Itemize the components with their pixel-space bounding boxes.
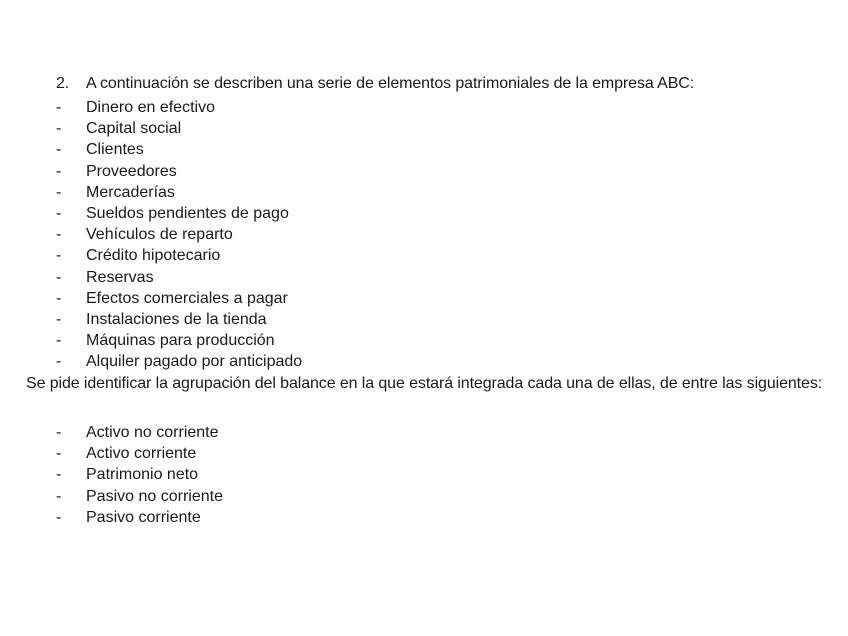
list-item-text: Activo corriente — [86, 445, 197, 463]
list-item-text: Instalaciones de la tienda — [86, 310, 267, 328]
list-item-text: Capital social — [86, 120, 182, 138]
list-item-text: Activo no corriente — [86, 424, 219, 441]
list-item — [56, 245, 302, 266]
list-item — [56, 507, 223, 528]
bullet-dash: - — [56, 162, 62, 180]
list-item — [56, 161, 302, 182]
list-item — [56, 486, 223, 507]
list-item-text: Pasivo corriente — [86, 508, 201, 526]
instruction-paragraph: Se pide identificar la agrupación del balance en la que estará integrada cada una de ellas, de entre las siguientes: — [26, 375, 823, 392]
question-text: A continuación se describen una serie de elementos patrimoniales de la empresa ABC: — [86, 75, 695, 92]
list-item — [56, 203, 302, 224]
list-item — [56, 309, 302, 330]
bullet-dash: - — [56, 353, 62, 371]
question-number: 2. — [56, 75, 70, 92]
bullet-dash: - — [56, 310, 62, 328]
bullet-dash: - — [56, 99, 62, 116]
list-item-text: Clientes — [86, 141, 144, 159]
list-item-text: Efectos comerciales a pagar — [86, 289, 288, 307]
list-item — [56, 97, 302, 118]
balance-groups-list — [56, 422, 223, 528]
list-item — [56, 267, 302, 288]
list-item — [56, 422, 223, 443]
bullet-dash: - — [56, 424, 62, 441]
list-item — [56, 330, 302, 351]
list-item-text: Patrimonio neto — [86, 466, 199, 484]
list-item-text: Reservas — [86, 268, 154, 286]
list-item — [56, 288, 302, 309]
list-item-text: Pasivo no corriente — [86, 487, 223, 505]
bullet-dash: - — [56, 268, 62, 286]
list-item — [56, 464, 223, 485]
list-item — [56, 351, 302, 372]
list-item-text: Dinero en efectivo — [86, 99, 215, 116]
list-item-text: Crédito hipotecario — [86, 247, 221, 265]
bullet-dash: - — [56, 466, 62, 484]
list-item-text: Vehículos de reparto — [86, 226, 233, 244]
list-item-text: Máquinas para producción — [86, 332, 275, 350]
list-item — [56, 443, 223, 464]
list-item — [56, 182, 302, 203]
bullet-dash: - — [56, 141, 62, 159]
bullet-dash: - — [56, 445, 62, 463]
list-item-text: Alquiler pagado por anticipado — [86, 353, 303, 371]
bullet-dash: - — [56, 487, 62, 505]
bullet-dash: - — [56, 508, 62, 526]
question-heading — [56, 74, 694, 94]
list-item-text: Mercaderías — [86, 183, 175, 201]
bullet-dash: - — [56, 120, 62, 138]
bullet-dash: - — [56, 226, 62, 244]
list-item — [56, 224, 302, 245]
patrimonial-elements-list — [56, 97, 302, 372]
bullet-dash: - — [56, 332, 62, 350]
list-item-text: Proveedores — [86, 162, 177, 180]
list-item — [56, 139, 302, 160]
bullet-dash: - — [56, 204, 62, 222]
list-item-text: Sueldos pendientes de pago — [86, 204, 289, 222]
bullet-dash: - — [56, 247, 62, 265]
list-item — [56, 118, 302, 139]
bullet-dash: - — [56, 289, 62, 307]
bullet-dash: - — [56, 183, 62, 201]
